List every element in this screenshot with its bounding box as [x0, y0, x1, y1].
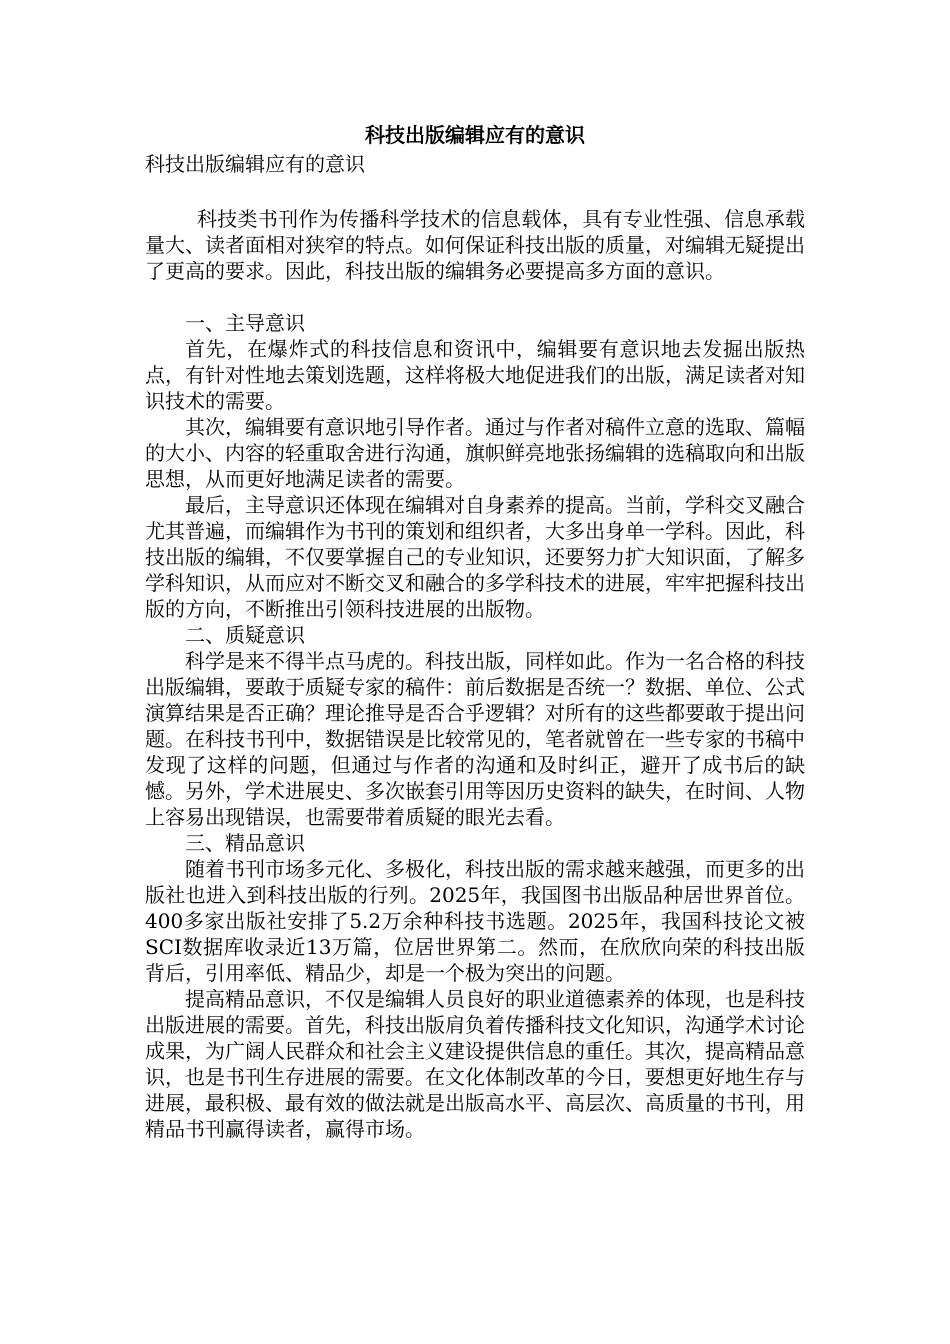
section-paragraph: 其次，编辑要有意识地引导作者。通过与作者对稿件立意的选取、篇幅的大小、内容的轻重取舍进行沟通，旗帜鲜亮地张扬编辑的选稿取向和出版思想，从而更好地满足读者的需要。	[145, 415, 805, 491]
document-subtitle: 科技出版编辑应有的意识	[145, 152, 365, 176]
section-heading-quality: 三、精品意识	[185, 831, 305, 855]
section-paragraph: 首先，在爆炸式的科技信息和资讯中，编辑要有意识地去发掘出版热点，有针对性地去策划选题，这样将极大地促进我们的出版，满足读者对知识技术的需要。	[145, 337, 805, 413]
section-heading-questioning: 二、质疑意识	[185, 623, 305, 647]
intro-paragraph: 科技类书刊作为传播科学技术的信息载体，具有专业性强、信息承载量大、读者面相对狭窄的特点。如何保证科技出版的质量，对编辑无疑提出了更高的要求。因此，科技出版的编辑务必要提高多方面的意识。	[145, 207, 805, 283]
section-paragraph: 随着书刊市场多元化、多极化，科技出版的需求越来越强，而更多的出版社也进入到科技出版的行列。2025年，我国图书出版品种居世界首位。400多家出版社安排了5.2万余种科技书选题。2025年，我国科技论文被SCI数据库收录近13万篇，位居世界第二。然而，在欣欣向荣的科技出版背后，引用率低、精品少，却是一个极为突出的问题。	[145, 857, 805, 985]
document-title: 科技出版编辑应有的意识	[365, 123, 585, 147]
section-paragraph: 提高精品意识，不仅是编辑人员良好的职业道德素养的体现，也是科技出版进展的需要。首先，科技出版肩负着传播科技文化知识，沟通学术讨论成果，为广阔人民群众和社会主义建设提供信息的重任。其次，提高精品意识，也是书刊生存进展的需要。在文化体制改革的今日，要想更好地生存与进展，最积极、最有效的做法就是出版高水平、高层次、高质量的书刊，用精品书刊赢得读者，赢得市场。	[145, 987, 805, 1141]
section-heading-leading: 一、主导意识	[185, 311, 305, 335]
section-paragraph: 最后，主导意识还体现在编辑对自身素养的提高。当前，学科交叉融合尤其普遍，而编辑作为书刊的策划和组织者，大多出身单一学科。因此，科技出版的编辑，不仅要掌握自己的专业知识，还要努力扩大知识面，了解多学科知识，从而应对不断交叉和融合的多学科技术的进展，牢牢把握科技出版的方向，不断推出引领科技进展的出版物。	[145, 493, 805, 621]
document-page	[145, 120, 805, 1142]
section-paragraph: 科学是来不得半点马虎的。科技出版，同样如此。作为一名合格的科技出版编辑，要敢于质疑专家的稿件：前后数据是否统一？数据、单位、公式演算结果是否正确？理论推导是否合乎逻辑？对所有的这些都要敢于提出问题。在科技书刊中，数据错误是比较常见的，笔者就曾在一些专家的书稿中发现了这样的问题，但通过与作者的沟通和及时纠正，避开了成书后的缺憾。另外，学术进展史、多次嵌套引用等因历史资料的缺失，在时间、人物上容易出现错误，也需要带着质疑的眼光去看。	[145, 649, 805, 829]
